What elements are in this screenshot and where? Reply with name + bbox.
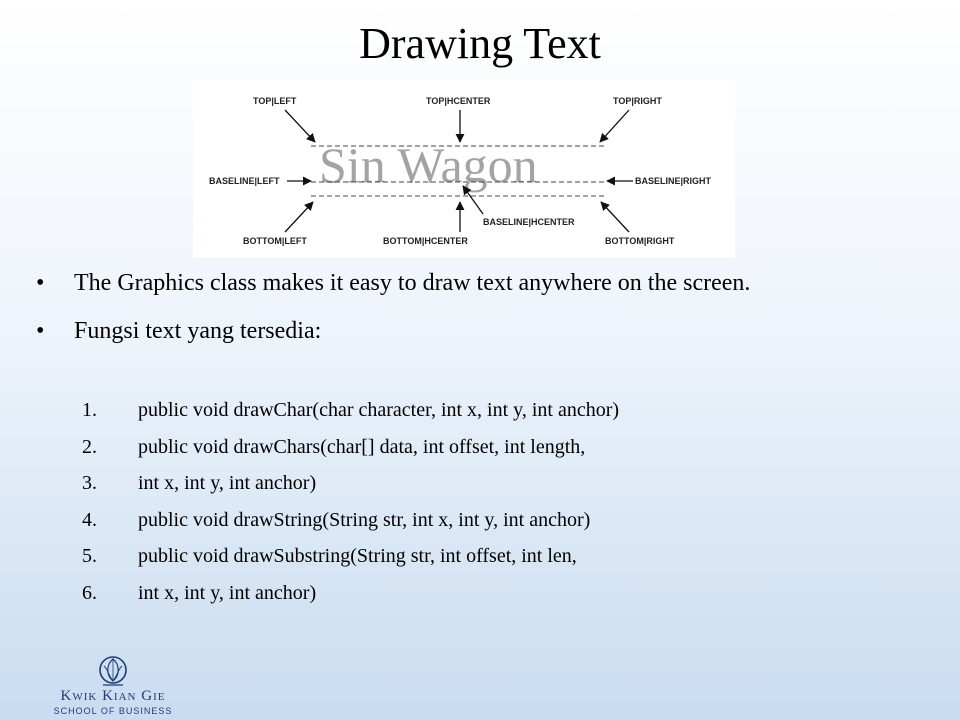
- label-bottom-left: BOTTOM|LEFT: [243, 236, 307, 246]
- arrow-bottom-left: [285, 202, 313, 232]
- anchor-diagram-svg: [193, 80, 735, 258]
- function-item: [82, 435, 619, 472]
- bullet-item: [36, 268, 916, 298]
- item-number: 3.: [82, 472, 97, 494]
- function-item: [82, 508, 619, 545]
- item-text: int x, int y, int anchor): [138, 581, 317, 604]
- function-item: [82, 471, 619, 508]
- function-item: [82, 544, 619, 581]
- bullet-text: The Graphics class makes it easy to draw text anywhere on the screen.: [74, 270, 751, 296]
- item-text: public void drawSubstring(String str, int offset, int len,: [138, 545, 577, 567]
- item-text: public void drawString(String str, int x, int y, int anchor): [138, 508, 591, 531]
- label-top-left: TOP|LEFT: [253, 96, 297, 106]
- label-baseline-hcenter: BASELINE|HCENTER: [483, 217, 575, 227]
- function-item: [82, 581, 619, 618]
- function-list: [82, 398, 619, 617]
- emblem-icon: [93, 654, 133, 688]
- label-bottom-right: BOTTOM|RIGHT: [605, 236, 675, 246]
- bullet-list: [36, 268, 916, 364]
- label-baseline-right: BASELINE|RIGHT: [635, 176, 712, 186]
- item-number: 1.: [82, 399, 97, 421]
- bullet-item: [36, 316, 916, 346]
- item-number: 4.: [82, 508, 97, 531]
- arrow-bottom-right: [601, 202, 629, 232]
- item-text: public void drawChar(char character, int x, int y, int anchor): [138, 399, 620, 421]
- item-number: 6.: [82, 581, 97, 604]
- anchor-diagram: [193, 80, 735, 258]
- arrow-top-left: [285, 110, 315, 142]
- item-number: 5.: [82, 545, 97, 567]
- bullet-text: Fungsi text yang tersedia:: [74, 318, 322, 344]
- slide-title: Drawing Text: [359, 19, 601, 68]
- label-bottom-hcenter: BOTTOM|HCENTER: [383, 236, 468, 246]
- item-number: 2.: [82, 435, 97, 458]
- label-top-hcenter: TOP|HCENTER: [426, 96, 491, 106]
- bullet-symbol: •: [36, 318, 45, 344]
- sample-text: Sin Wagon: [319, 137, 538, 193]
- arrow-top-right: [600, 110, 629, 142]
- label-top-right: TOP|RIGHT: [613, 96, 662, 106]
- logo-name: Kwik Kian Gie: [60, 688, 166, 704]
- label-baseline-left: BASELINE|LEFT: [209, 176, 280, 186]
- item-text: public void drawChars(char[] data, int offset, int length,: [138, 435, 586, 458]
- item-text: int x, int y, int anchor): [138, 472, 317, 494]
- bullet-symbol: •: [36, 270, 45, 296]
- function-item: [82, 398, 619, 435]
- logo-subtitle: SCHOOL OF BUSINESS: [53, 706, 173, 716]
- school-logo: [38, 654, 188, 718]
